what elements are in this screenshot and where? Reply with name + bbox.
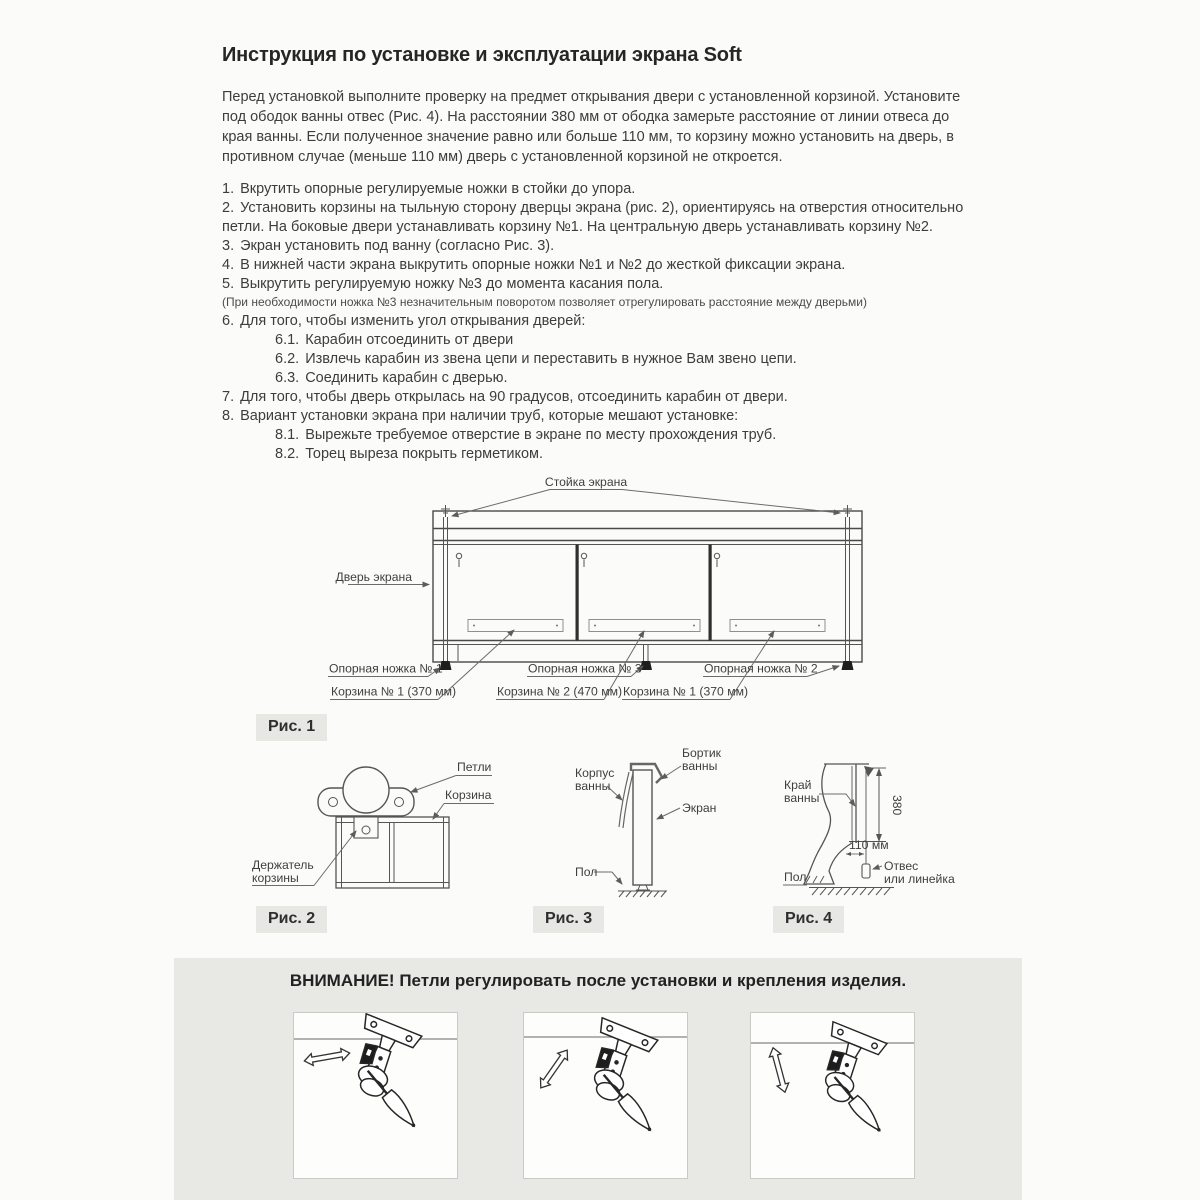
list-item: 7. Для того, чтобы дверь открылась на 90 градусов, отсоединить карабин от двери. [222,388,788,405]
list-item: 1. Вкрутить опорные регулируемые ножки в стойки до упора. [222,181,636,197]
label-380: 380 [890,795,904,816]
fig4-plumb-diagram [770,742,960,900]
basket-frame [336,817,449,888]
label-bath-body-line1: Корпус [575,766,615,780]
bath-rim [631,764,662,783]
fig2-caption: Рис. 2 [256,906,327,933]
label-bath-edge-line2: ванны [784,791,820,805]
direction-arrow-diagonal-down [767,1046,790,1094]
floor-hatching [618,891,667,897]
label-floor: Пол [575,865,598,879]
door-divider [576,545,579,641]
hinge-cup [343,767,389,813]
label-screen-stand: Стойка экрана [544,475,628,489]
label-screen-door: Дверь экрана [335,570,412,584]
label-basket: Корзина [445,788,492,802]
label-110mm: 110 мм [849,838,889,852]
label-floor: Пол [784,870,807,884]
label-basket-1-right: Корзина № 1 (370 мм) [623,684,749,699]
basket-screw-dots [473,625,820,627]
hinge-illustration-1 [294,1013,457,1178]
hinge-plate [318,767,414,816]
label-bath-rim-line1: Бортик [682,746,722,760]
plumb-line [862,766,874,878]
hinge-adjustment-box-2 [523,1012,688,1179]
intro-paragraph: Перед установкой выполните проверку на предмет открывания двери с установленной корзиной. Установите под ободок ванны отвес (Рис. 4). На расстоянии 380 мм от ободка замерьте расстояние от линии отвеса до края ванны. Если полученное значение равно или больше 110 мм, то корзину можно установить на дверь, в противном случае (меньше 110 мм) дверь с установленной корзиной не откроется. [222,89,961,165]
warning-text: ВНИМАНИЕ! Петли регулировать после установки и крепления изделия. [289,971,907,990]
screen-panel [619,764,662,890]
fig4-caption: Рис. 4 [773,906,844,933]
basket-outline [468,620,825,632]
page-title: Инструкция по установке и эксплуатации экрана Soft [222,44,742,66]
dimension-380 [849,768,904,842]
fig2-hinge-basket-diagram [245,750,500,900]
fig1-caption: Рис. 1 [256,714,327,741]
list-item: 8. Вариант установки экрана при наличии труб, которые мешают установке: [222,407,739,424]
list-note: (При необходимости ножка №3 незначительным поворотом позволяет отрегулировать расстояние между дверьми) [222,295,867,310]
list-subitem: 6.3. Соединить карабин с дверью. [275,370,508,387]
label-holder-line1: Держатель [252,858,314,872]
label-plumb-line2: или линейка [884,872,955,886]
direction-arrow-diagonal-up [536,1047,572,1092]
list-item: 5. Выкрутить регулируемую ножку №3 до момента касания пола. [222,275,664,292]
label-bath-edge-line1: Край [784,778,812,792]
label-hinges: Петли [457,760,492,774]
label-plumb-line1: Отвес [884,859,919,873]
direction-arrow-horizontal [303,1047,350,1067]
fig1-screen-diagram [320,468,960,708]
list-subitem: 6.1. Карабин отсоединить от двери [275,332,514,349]
list-subitem: 8.1. Вырежьте требуемое отверстие в экране по месту прохождения труб. [275,426,777,443]
label-basket-1-left: Корзина № 1 (370 мм) [331,684,457,699]
panel-foot [636,885,650,890]
list-item: 2. Установить корзины на тыльную сторону дверцы экрана (рис. 2), ориентируясь на отверстия относительно петли. На боковые двери устанавливать корзину №1. На центральную дверь устанавливать корзину №2. [222,199,964,235]
label-leg-1: Опорная ножка № 1 [329,661,443,676]
keyhole-icon [456,553,719,567]
steps-list [222,180,982,464]
hinge-drawing [806,1022,887,1135]
label-screen: Экран [682,801,717,815]
label-bath-body-line2: ванны [575,779,611,793]
label-basket-2: Корзина № 2 (470 мм) [497,684,623,699]
basket-holder [354,817,378,838]
list-item: 4. В нижней части экрана выкрутить опорные ножки №1 и №2 до жесткой фиксации экрана. [222,256,846,273]
bath-edge-profile [804,764,869,884]
hinge-drawing [338,1014,421,1131]
label-leg-3: Опорная ножка № 3 [528,661,642,676]
hinge-illustration-2 [524,1013,687,1178]
list-subitem: 8.2. Торец выреза покрыть герметиком. [275,445,544,462]
label-bath-rim-line2: ванны [682,759,718,773]
list-subitem: 6.2. Извлечь карабин из звена цепи и переставить в нужное Вам звено цепи. [275,351,797,368]
label-holder-line2: корзины [252,871,299,885]
plumb-weight [862,864,870,878]
dimension-110 [846,838,889,856]
hinge-adjustment-box-3 [750,1012,915,1179]
hinge-illustration-3 [751,1013,914,1178]
hinge-drawing [574,1018,657,1135]
fig3-caption: Рис. 3 [533,906,604,933]
floor-hatching [809,888,894,896]
fig3-side-view-diagram [565,742,725,900]
label-leg-2: Опорная ножка № 2 [704,661,818,676]
hinge-adjustment-box-1 [293,1012,458,1179]
list-item: 3. Экран установить под ванну (согласно Рис. 3). [222,237,555,254]
list-item: 6. Для того, чтобы изменить угол открывания дверей: [222,313,586,330]
door-divider [709,545,712,641]
